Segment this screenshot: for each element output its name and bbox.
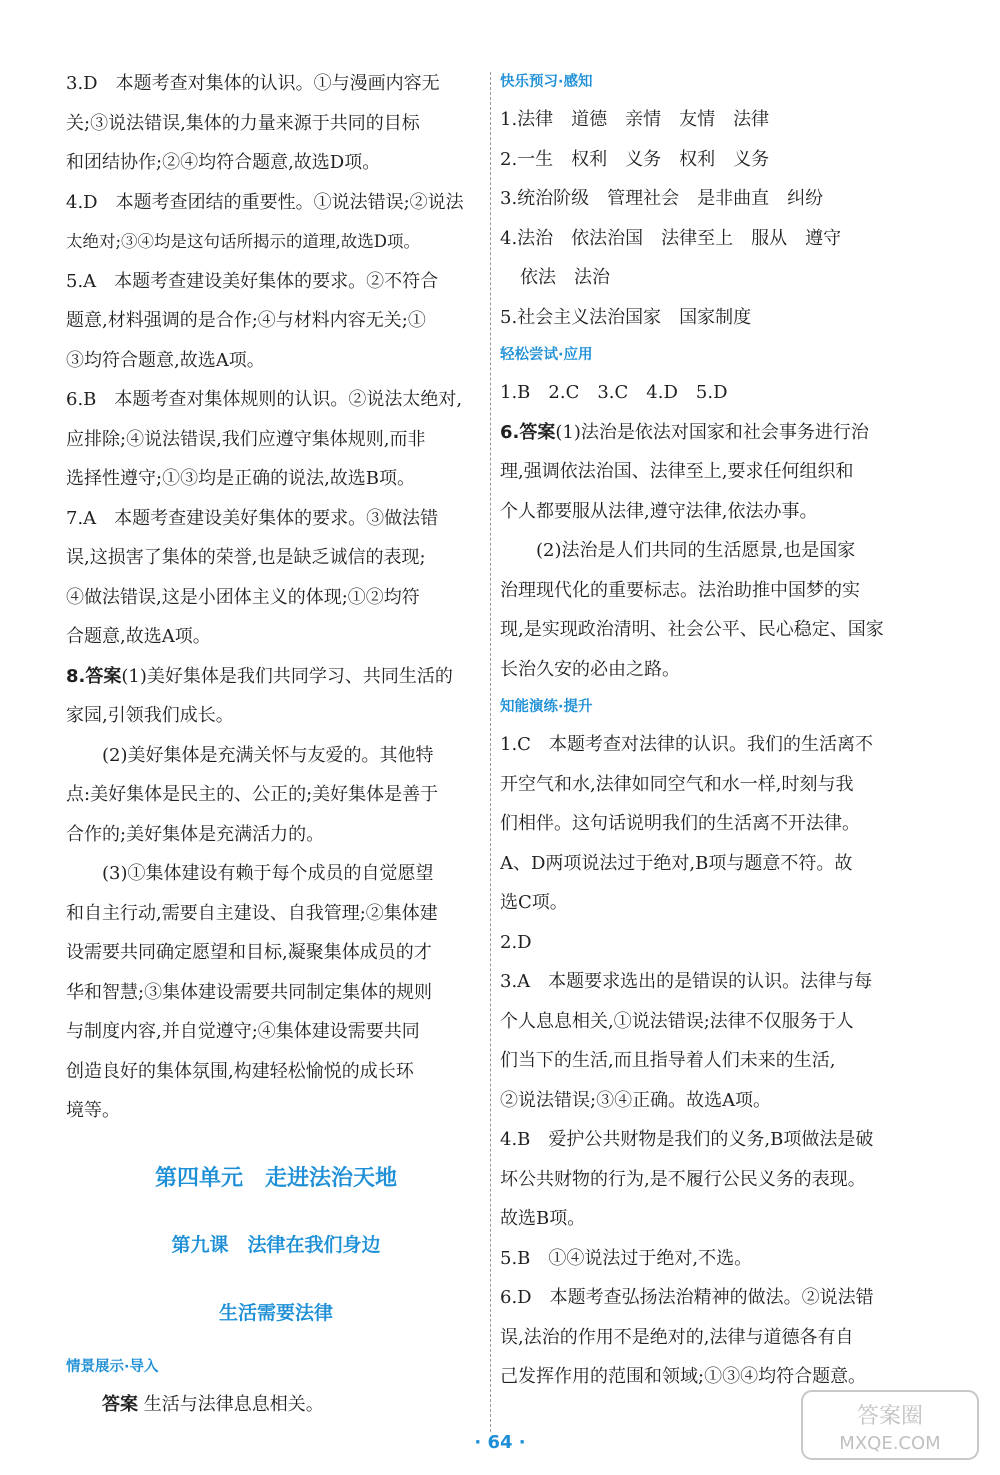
- text-line: 4.B 爱护公共财物是我们的义务,B项做法是破: [500, 1129, 874, 1150]
- text-line: [500, 413, 920, 453]
- answer-8: [66, 657, 486, 1131]
- text-line: (2)美好集体是充满关怀与友爱的。其他特: [102, 744, 434, 766]
- text-line: 7.A 本题考查建设美好集体的要求。③做法错: [66, 507, 439, 529]
- text-line: 点:美好集体是民主的、公正的;美好集体是善于: [66, 784, 439, 805]
- text-line: 境等。: [66, 1100, 120, 1121]
- answer-label: 答案: [519, 421, 556, 443]
- answer-5: [66, 262, 486, 381]
- text-line: 和团结协作;②④均符合题意,故选D项。: [66, 152, 381, 173]
- svg-text:答案圈: 答案圈: [856, 1404, 924, 1429]
- text-line: 1.C 本题考查对法律的认识。我们的生活离不: [500, 734, 873, 755]
- text-line: 合题意,故选A项。: [66, 626, 211, 647]
- text-line: 现,是实现政治清明、社会公平、民心稳定、国家: [500, 619, 884, 640]
- text-line: 依法 法治: [520, 267, 610, 288]
- text-line: 误,这损害了集体的荣誉,也是缺乏诚信的表现;: [66, 547, 426, 568]
- text-line: 3.统治阶级 管理社会 是非曲直 纠纷: [500, 188, 824, 209]
- answer-label: 答案: [85, 665, 122, 687]
- svg-text:MXQE.COM: MXQE.COM: [839, 1433, 941, 1454]
- watermark-logo: [800, 1389, 980, 1461]
- answer-4: [66, 183, 486, 262]
- unit-title: 第四单元 走进法治天地: [154, 1165, 397, 1191]
- text-line: ②说法错误;③④正确。故选A项。: [500, 1089, 772, 1111]
- text-line: 和自主行动,需要自主建设、自我管理;②集体建: [66, 902, 438, 924]
- question-number: 6.: [500, 421, 520, 443]
- text-line: 长治久安的必由之路。: [500, 658, 680, 680]
- intro-answer: [66, 1385, 486, 1425]
- answer-2: 2.D: [500, 931, 532, 953]
- text-line: 2.一生 权利 义务 权利 义务: [500, 148, 770, 170]
- answer-label: 答案: [102, 1393, 138, 1415]
- text-line: (3)①集体建设有赖于每个成员的自觉愿望: [102, 863, 434, 884]
- answer-4: [500, 1120, 920, 1239]
- text-line: 4.D 本题考查团结的重要性。①说法错误;②说法: [66, 191, 464, 213]
- text-line: 合作的;美好集体是充满活力的。: [66, 823, 325, 845]
- answer-3: [500, 962, 920, 1120]
- text-line: 己发挥作用的范围和领域;①③④均符合题意。: [500, 1366, 867, 1387]
- text-line: 与制度内容,并自觉遵守;④集体建设需要共同: [66, 1021, 420, 1042]
- text-line: 故选B项。: [500, 1208, 586, 1229]
- section-heading: 轻松尝试·应用: [500, 347, 593, 363]
- text-line: 6.B 本题考查对集体规则的认识。②说法太绝对,: [66, 389, 463, 410]
- text-line: A、D两项说法过于绝对,B项与题意不符。故: [500, 852, 853, 874]
- text-line: 4.法治 依法治国 法律至上 服从 遵守: [500, 227, 842, 249]
- text-line: 理,强调依法治国、法律至上,要求任何组织和: [500, 461, 854, 482]
- text-line: 选择性遵守;①③均是正确的说法,故选B项。: [66, 468, 416, 489]
- text-line: 5.A 本题考查建设美好集体的要求。②不符合: [66, 270, 439, 292]
- answer-1: [500, 725, 920, 923]
- text-line: 家园,引领我们成长。: [66, 705, 234, 726]
- text-line: 开空气和水,法律如同空气和水一样,时刻与我: [500, 773, 854, 795]
- text-line: ③均符合题意,故选A项。: [66, 349, 265, 371]
- answer-6: [66, 380, 486, 499]
- text-line: 1.B 2.C 3.C 4.D 5.D: [500, 382, 728, 403]
- text-line: 1.法律 道德 亲情 友情 法律: [500, 109, 770, 130]
- answer-6: [500, 413, 920, 690]
- text-line: 个人都要服从法律,遵守法律,依法办事。: [500, 500, 818, 522]
- text-line: (2)法治是人们共同的生活愿景,也是国家: [536, 540, 856, 561]
- answer-5: 5.B ①④说法过于绝对,不选。: [500, 1247, 753, 1269]
- column-divider: [490, 72, 491, 1432]
- left-column: [66, 64, 486, 1424]
- text-line: 关;③说法错误,集体的力量来源于共同的目标: [66, 112, 420, 134]
- text-line: 题意,材料强调的是合作;④与材料内容无关;①: [66, 310, 426, 331]
- lesson-title: 第九课 法律在我们身边: [171, 1233, 381, 1256]
- section-heading: 快乐预习·感知: [500, 74, 593, 90]
- text-line: 设需要共同确定愿望和目标,凝聚集体成员的才: [66, 942, 432, 963]
- text-line: 5.社会主义法治国家 国家制度: [500, 306, 752, 328]
- text-line: 应排除;④说法错误,我们应遵守集体规则,而非: [66, 428, 426, 450]
- answer-text: (1)法治是依法对国家和社会事务进行治: [555, 421, 869, 443]
- answer-7: [66, 499, 486, 657]
- text-line: 误,法治的作用不是绝对的,法律与道德各有自: [500, 1326, 854, 1348]
- text-line: 们当下的生活,而且指导着人们未来的生活,: [500, 1050, 836, 1071]
- text-line: 个人息息相关,①说法错误;法律不仅服务于人: [500, 1010, 854, 1032]
- text-line: 3.D 本题考查对集体的认识。①与漫画内容无: [66, 73, 440, 94]
- answer-text: (1)美好集体是我们共同学习、共同生活的: [121, 665, 453, 687]
- section-heading: 知能演练·提升: [500, 699, 593, 715]
- answer-6b: [500, 1278, 920, 1397]
- text-line: ④做法错误,这是小团体主义的体现;①②均符: [66, 586, 420, 608]
- topic-title: 生活需要法律: [218, 1301, 333, 1324]
- text-line: 3.A 本题要求选出的是错误的认识。法律与每: [500, 971, 873, 992]
- answer-text: 生活与法律息息相关。: [143, 1393, 324, 1415]
- question-number: 8.: [66, 665, 86, 687]
- section-heading: 情景展示·导入: [66, 1358, 159, 1375]
- text-line: 6.D 本题考查弘扬法治精神的做法。②说法错: [500, 1287, 874, 1308]
- right-column: [500, 64, 920, 1397]
- text-line: 治理现代化的重要标志。法治助推中国梦的实: [500, 579, 860, 601]
- answer-3: [66, 64, 486, 183]
- page-number: · 64 ·: [474, 1432, 526, 1453]
- text-line: 选C项。: [500, 892, 568, 913]
- text-line: 华和智慧;③集体建设需要共同制定集体的规则: [66, 981, 433, 1003]
- text-line: 太绝对;③④均是这句话所揭示的道理,故选D项。: [66, 232, 421, 251]
- text-line: 创造良好的集体氛围,构建轻松愉悦的成长环: [66, 1060, 414, 1082]
- text-line: 坏公共财物的行为,是不履行公民义务的表现。: [500, 1168, 866, 1190]
- text-line: [66, 657, 486, 697]
- text-line: 们相伴。这句话说明我们的生活离不开法律。: [500, 813, 860, 834]
